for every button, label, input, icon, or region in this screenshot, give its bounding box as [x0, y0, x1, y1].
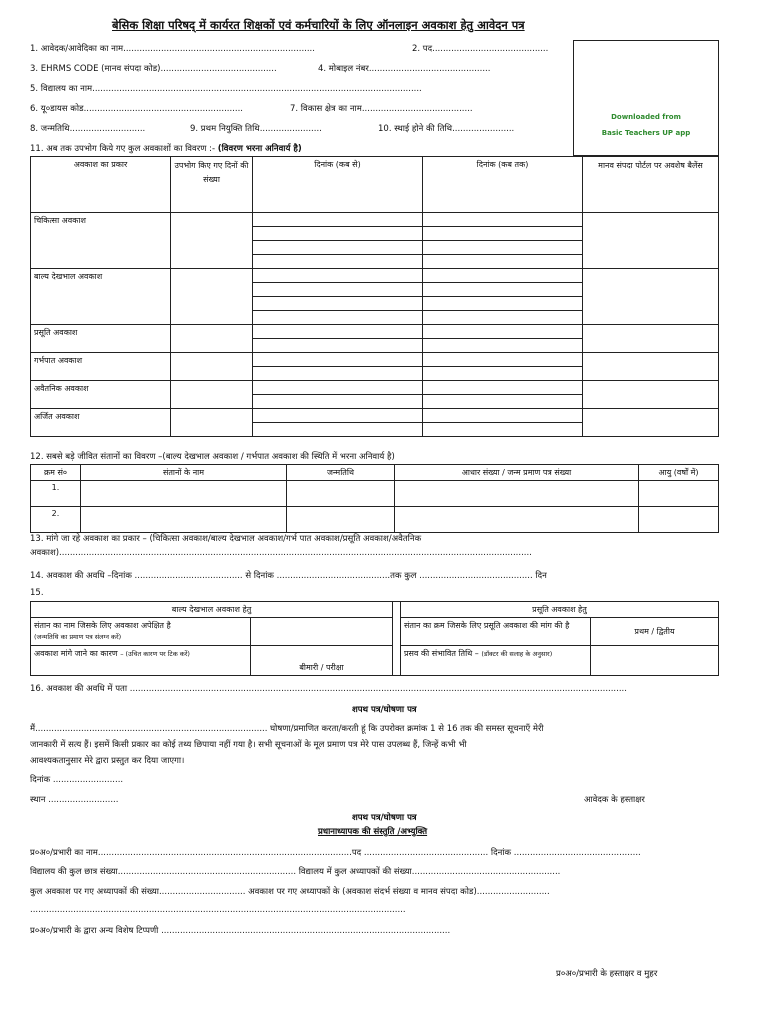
section-11-note: (विवरण भरना अनिवार्य है) [217, 144, 302, 154]
hm-line-2[interactable]: विद्यालय की कुल छात्र संख्या.................................................................. विद्यालय में कुल अध्यापकों की संख्या....................................................... [30, 867, 561, 877]
cell-to[interactable] [423, 367, 583, 381]
cell-balance[interactable] [583, 409, 719, 437]
header-days-used: उपभोग किए गए दिनों की संख्या [171, 157, 253, 213]
reason-note: – (उचित कारण पर टिक करें) [120, 650, 190, 658]
header-date-to: दिनांक (कब तक) [423, 157, 583, 213]
declaration-place[interactable]: स्थान .......................... [30, 795, 119, 805]
row-serial: 2. [31, 507, 81, 533]
header-leave-type: अवकाश का प्रकार [31, 157, 171, 213]
reason-value[interactable]: बीमारी / परीक्षा [251, 646, 393, 676]
delivery-date-input[interactable] [591, 646, 719, 676]
declaration-date[interactable]: दिनांक .......................... [30, 775, 124, 785]
section-11-text: 11. अब तक उपभोग किये गए कुल अवकाशों का विवरण :- [30, 144, 216, 154]
cell-to[interactable] [423, 381, 583, 395]
cell-child-name[interactable] [81, 507, 287, 533]
cell-age[interactable] [639, 481, 719, 507]
cell-child-dob[interactable] [287, 507, 395, 533]
cell-balance[interactable] [583, 353, 719, 381]
hm-line-3[interactable]: कुल अवकाश पर गए अध्यापकों की संख्या................................ अवकाश पर गए अध्यापकों के (अवकाश संदर्भ संख्या व मानव संपदा कोड)........................... [30, 887, 550, 897]
confirmation-date-field[interactable]: 10. स्थाई होने की तिथि....................... [378, 124, 515, 134]
child-name-label [31, 618, 251, 646]
declaration-line-1: मैं...................................................................................... घोषणा/प्रमाणित करता/करती हूं कि उपरोक्त क्रमांक 1 से 16 तक की समस्त सूचनाएँ मेरी [30, 724, 544, 734]
watermark-line-1: Downloaded from [611, 113, 681, 121]
table-row [31, 618, 719, 646]
row-label-medical: चिकित्सा अवकाश [31, 213, 171, 269]
watermark-line-2: Basic Teachers UP app [601, 129, 691, 137]
row-label-abortion: गर्भपात अवकाश [31, 353, 171, 381]
header-child-name: संतानों के नाम [81, 465, 287, 481]
header-date-from: दिनांक (कब से) [253, 157, 423, 213]
hm-line-1[interactable]: प्र०अ०/प्रभारी का नाम..............................................................................................पद .............................................. दिनांक ............................................... [30, 848, 641, 858]
cell-balance[interactable] [583, 381, 719, 409]
reason-text: अवकाश मांगे जाने का कारण [34, 649, 118, 658]
delivery-date-text: प्रसव की संभावित तिथि – [404, 649, 479, 658]
cell-to[interactable] [423, 339, 583, 353]
cell-from[interactable] [253, 227, 423, 241]
declaration-line-3: आवश्यकतानुसार मेरे द्वारा प्रस्तुत कर दिया जाएगा। [30, 756, 185, 766]
hm-heading-2: प्रधानाध्यापक की संस्तुति /अभ्युक्ति [318, 827, 428, 837]
cell-from[interactable] [253, 297, 423, 311]
cell-from[interactable] [253, 353, 423, 367]
section-16-address[interactable]: 16. अवकाश की अवधि में पता ........................................................................................................................................................................................ [30, 684, 627, 694]
mobile-field[interactable]: 4. मोबाइल नंबर............................................. [318, 64, 491, 74]
cell-days[interactable] [171, 353, 253, 381]
table-header-row [31, 602, 719, 618]
section-13-line-1: 13. मांगे जा रहे अवकाश का प्रकार – (चिकित्सा अवकाश/बाल्य देखभाल अवकाश/गर्भ पात अवकाश/प्रसूति अवकाश/अवैतनिक [30, 534, 422, 544]
declaration-line-2: जानकारी में सत्य हैं। इसमें किसी प्रकार का कोई तथ्य छिपाया नहीं गया है। सभी सूचनाओं के मूल प्रमाण पत्र मेरे पास उपलब्ध हैं, जिन्हें कभी भी [30, 740, 467, 750]
child-order-label: संतान का क्रम जिसके लिए प्रसूति अवकाश की मांग की है [401, 618, 591, 646]
table-row [31, 213, 719, 227]
child-name-note: (जन्मतिथि का प्रमाण पत्र संलग्न करें) [34, 633, 122, 641]
divider-cell [393, 602, 401, 676]
leave-history-table [30, 156, 719, 437]
row-label-earned: अर्जित अवकाश [31, 409, 171, 437]
designation-field[interactable]: 2. पद........................................... [412, 44, 549, 54]
cell-to[interactable] [423, 255, 583, 269]
table-header-row [31, 465, 719, 481]
cell-aadhaar[interactable] [395, 507, 639, 533]
cell-from[interactable] [253, 381, 423, 395]
table-row [31, 507, 719, 533]
hm-heading-1: शपथ पत्र/घोषणा पत्र [352, 813, 417, 823]
table-row [31, 381, 719, 395]
cell-days[interactable] [171, 409, 253, 437]
section-14-duration[interactable]: 14. अवकाश की अवधि –दिनांक ........................................ से दिनांक ..........................................तक कुल .......................................... दिन [30, 571, 547, 581]
child-name-text: संतान का नाम जिसके लिए अवकाश अपेक्षित है [34, 621, 171, 630]
cell-to[interactable] [423, 213, 583, 227]
cell-balance[interactable] [583, 213, 719, 269]
table-row [31, 409, 719, 423]
cell-from[interactable] [253, 283, 423, 297]
row-label-unpaid: अवैतनिक अवकाश [31, 381, 171, 409]
table-row [31, 325, 719, 339]
cell-balance[interactable] [583, 269, 719, 325]
hm-line-4[interactable]: ........................................................................................................................................... [30, 905, 406, 915]
dob-field[interactable]: 8. जन्मतिथि............................ [30, 124, 146, 134]
form-title: बेसिक शिक्षा परिषद् में कार्यरत शिक्षकों एवं कर्मचारियों के लिए ऑनलाइन अवकाश हेतु आवेदन पत्र [112, 18, 525, 32]
section-11-label [30, 143, 302, 154]
cell-from[interactable] [253, 311, 423, 325]
cell-child-name[interactable] [81, 481, 287, 507]
cell-aadhaar[interactable] [395, 481, 639, 507]
photo-box [573, 40, 719, 156]
cell-from[interactable] [253, 367, 423, 381]
row-label-child-care: बाल्य देखभाल अवकाश [31, 269, 171, 325]
section-12-label: 12. सबसे बड़े जीवित संतानों का विवरण –(बाल्य देखभाल अवकाश / गर्भपात अवकाश की स्थिति में भरना अनिवार्य है) [30, 452, 395, 462]
cell-from[interactable] [253, 241, 423, 255]
cell-to[interactable] [423, 227, 583, 241]
delivery-date-note: (डॉक्टर की सलाह के अनुसार) [481, 650, 553, 658]
table-row [31, 269, 719, 283]
cell-balance[interactable] [583, 325, 719, 353]
section-15-label: 15. [30, 588, 44, 598]
cell-to[interactable] [423, 269, 583, 283]
school-name-field[interactable]: 5. विद्यालय का नाम.......................................................................................................................... [30, 84, 422, 94]
table-row [31, 646, 719, 676]
cell-from[interactable] [253, 339, 423, 353]
special-leave-table [30, 601, 719, 676]
row-serial: 1. [31, 481, 81, 507]
cell-to[interactable] [423, 283, 583, 297]
header-maternity: प्रसूति अवकाश हेतु [401, 602, 719, 618]
cell-to[interactable] [423, 395, 583, 409]
block-name-field[interactable]: 7. विकास क्षेत्र का नाम......................................... [290, 104, 473, 114]
cell-to[interactable] [423, 423, 583, 437]
cell-from[interactable] [253, 213, 423, 227]
hm-signature: प्र०अ०/प्रभारी के हस्ताक्षर व मुहर [556, 969, 658, 979]
header-age: आयु (वर्षों में) [639, 465, 719, 481]
applicant-signature: आवेदक के हस्ताक्षर [584, 795, 645, 805]
cell-child-dob[interactable] [287, 481, 395, 507]
cell-to[interactable] [423, 353, 583, 367]
row-label-maternity: प्रसूति अवकाश [31, 325, 171, 353]
cell-days[interactable] [171, 269, 253, 325]
header-serial: क्रम सं० [31, 465, 81, 481]
cell-to[interactable] [423, 241, 583, 255]
declaration-heading: शपथ पत्र/घोषणा पत्र [352, 705, 417, 715]
cell-age[interactable] [639, 507, 719, 533]
hm-remarks[interactable]: प्र०अ०/प्रभारी के द्वारा अन्य विशेष टिप्पणी ........................................................................................................... [30, 926, 451, 936]
cell-days[interactable] [171, 325, 253, 353]
cell-to[interactable] [423, 311, 583, 325]
cell-to[interactable] [423, 325, 583, 339]
cell-from[interactable] [253, 423, 423, 437]
table-row [31, 353, 719, 367]
delivery-date-label [401, 646, 591, 676]
child-order-value[interactable]: प्रथम / द्वितीय [591, 618, 719, 646]
table-row [31, 481, 719, 507]
cell-days[interactable] [171, 213, 253, 269]
cell-from[interactable] [253, 269, 423, 283]
header-aadhaar: आधार संख्या / जन्म प्रमाण पत्र संख्या [395, 465, 639, 481]
header-balance: मानव संपदा पोर्टल पर अवशेष बैलेंस [583, 157, 719, 213]
cell-to[interactable] [423, 409, 583, 423]
ehrms-code-field[interactable]: 3. EHRMS CODE (मानव संपदा कोड)........................................... [30, 64, 277, 74]
cell-from[interactable] [253, 255, 423, 269]
cell-days[interactable] [171, 381, 253, 409]
section-13-line-2[interactable]: अवकाश)............................................................................................................................................................................... [30, 548, 532, 558]
table-header-row [31, 157, 719, 213]
cell-from[interactable] [253, 409, 423, 423]
cell-from[interactable] [253, 325, 423, 339]
udise-code-field[interactable]: 6. यू०डायस कोड........................................................... [30, 104, 243, 114]
header-child-dob: जन्मतिथि [287, 465, 395, 481]
child-name-input[interactable] [251, 618, 393, 646]
cell-from[interactable] [253, 395, 423, 409]
header-child-care: बाल्य देखभाल अवकाश हेतु [31, 602, 393, 618]
appointment-date-field[interactable]: 9. प्रथम नियुक्ति तिथि....................... [190, 124, 322, 134]
reason-label [31, 646, 251, 676]
cell-to[interactable] [423, 297, 583, 311]
children-table [30, 464, 719, 533]
applicant-name-field[interactable]: 1. आवेदक/आवेदिका का नाम....................................................................... [30, 44, 315, 54]
